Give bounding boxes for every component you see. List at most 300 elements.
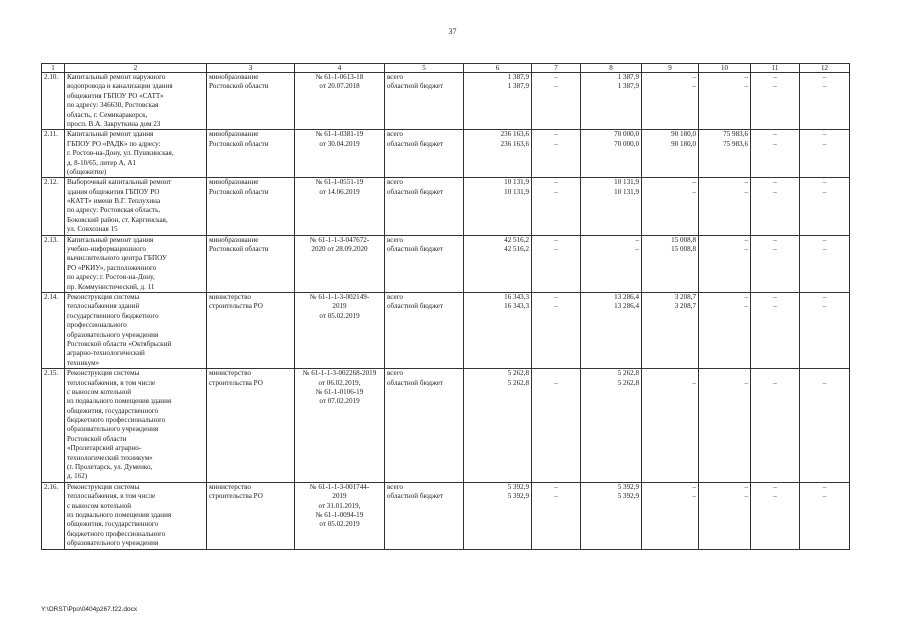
expertise-doc (295, 235, 385, 292)
amount-col12 (800, 292, 850, 368)
amount-col7 (532, 482, 581, 549)
expertise-doc (295, 292, 385, 368)
amount-col11-line: – (773, 130, 777, 139)
amount-total-line: 236 163,6 (500, 130, 529, 139)
amount-col10-line: – (744, 73, 748, 81)
expertise-doc-line: № 61-1-0551-19 (315, 178, 364, 187)
funding-source-line: всего (387, 482, 403, 491)
row-number: 2.10. (42, 73, 65, 130)
responsible-org (207, 130, 295, 178)
amount-col11 (751, 73, 800, 130)
amount-total-line: 1 387,9 (507, 82, 529, 91)
amount-col12 (800, 178, 850, 235)
object-name-line: теплоснабжения зданий (67, 302, 140, 311)
amount-col8-line: 5 262,8 (617, 378, 639, 387)
amount-col12-line: – (822, 245, 827, 254)
row-number: 2.15. (42, 369, 65, 483)
funding-source-line: всего (387, 130, 403, 139)
amount-col10-line: – (744, 292, 748, 301)
table-row (42, 130, 850, 178)
object-name-line: с выносом котельной (67, 501, 132, 510)
column-number-6: 6 (464, 64, 532, 73)
amount-total (464, 235, 532, 292)
amount-col9-line: 90 180,0 (671, 139, 696, 148)
amount-col10 (699, 73, 751, 130)
table-row (42, 292, 850, 368)
amount-col8-line: 5 392,9 (617, 492, 639, 501)
responsible-org-line: минобразование (209, 235, 259, 244)
object-name-line: пр. Коммунистический, д. 11 (67, 282, 155, 291)
amount-col10-line: – (744, 178, 748, 187)
expertise-doc-line: № 61-1-0613-18 (315, 73, 364, 81)
expertise-doc-line: от 05.02.2019 (319, 520, 360, 529)
column-number-7: 7 (532, 64, 581, 73)
object-name-line: (г. Пролетарск, ул. Думенко, (67, 463, 153, 472)
object-name-line: вычислительного центра ГБПОУ (67, 254, 167, 263)
object-name-line: «КАТТ» имени В.Г. Теплухина (67, 197, 161, 206)
amount-col12-line: – (822, 187, 827, 196)
amount-col9-line: – (692, 492, 696, 501)
object-name-line: образовательного учреждения (67, 330, 159, 339)
object-name-line: д. 162) (67, 472, 88, 481)
row-number: 2.14. (42, 292, 65, 368)
object-name-line: Реконструкция системы (67, 369, 140, 378)
object-name-line: с выносом котельной (67, 387, 132, 396)
funding-source-line: областной бюджет (387, 302, 444, 311)
amount-col11 (751, 482, 800, 549)
expertise-doc-line: 2019 (332, 492, 347, 501)
amount-col12-line: – (822, 139, 827, 148)
amount-col9-line: 15 008,8 (671, 245, 696, 254)
amount-col9-line: 3 208,7 (674, 302, 696, 311)
amount-col8-line: 70 000,0 (614, 130, 639, 139)
responsible-org (207, 369, 295, 483)
amount-col11 (751, 369, 800, 483)
amount-col12-line: – (822, 73, 827, 81)
object-name-line: образовательного учреждения (67, 539, 159, 548)
amount-col11-line: – (773, 73, 777, 81)
funding-source (385, 130, 464, 178)
responsible-org-line: министерство (209, 292, 251, 301)
object-name (65, 130, 207, 178)
amount-col12 (800, 73, 850, 130)
responsible-org-line: Ростовской области (209, 139, 269, 148)
amount-col11-line: – (773, 302, 777, 311)
column-number-5: 5 (385, 64, 464, 73)
amount-col10-line: – (744, 492, 748, 501)
expertise-doc-line: от 05.02.2019 (319, 311, 360, 320)
object-name (65, 482, 207, 549)
amount-col8-line: 1 387,9 (617, 82, 639, 91)
funding-source (385, 178, 464, 235)
amount-col8 (581, 235, 642, 292)
amount-col9 (642, 235, 699, 292)
expertise-doc-line: от 07.02.2019 (319, 397, 360, 406)
responsible-org-line: строительства РО (209, 492, 263, 501)
column-number-10: 10 (699, 64, 751, 73)
expertise-doc (295, 130, 385, 178)
amount-col12-line: – (822, 302, 827, 311)
responsible-org-line: минобразование (209, 130, 259, 139)
amount-col11 (751, 130, 800, 178)
amount-col12-line: – (822, 235, 827, 244)
amount-col10-line: – (744, 482, 748, 491)
amount-col12-line: – (822, 482, 827, 491)
amount-col9 (642, 292, 699, 368)
responsible-org-line: Ростовской области (209, 187, 269, 196)
amount-col10-line: – (744, 187, 748, 196)
amount-total (464, 482, 532, 549)
object-name-line: Капитальный ремонт наружного (67, 73, 166, 81)
expertise-doc (295, 482, 385, 549)
funding-source (385, 292, 464, 368)
responsible-org (207, 178, 295, 235)
amount-col7-line: – (554, 302, 558, 311)
amount-col11-line: – (773, 82, 777, 91)
amount-col11-line: – (773, 178, 777, 187)
amount-col8 (581, 73, 642, 130)
amount-col12-line: – (822, 492, 827, 501)
amount-col8-line: 5 262,8 (617, 369, 639, 378)
amount-col10-line: 75 983,6 (723, 139, 748, 148)
program-table (41, 63, 850, 550)
amount-col11-line (753, 369, 797, 378)
amount-col10 (699, 482, 751, 549)
expertise-doc-line: № 61-1-1-3-002268-2019 (302, 369, 377, 378)
table-row (42, 178, 850, 235)
object-name-line: аграрно-технологический (67, 349, 145, 358)
amount-col9-line: – (692, 178, 696, 187)
funding-source (385, 235, 464, 292)
amount-col8-line: 1 387,9 (617, 73, 639, 81)
object-name-line: теплоснабжения, в том числе (67, 492, 156, 501)
amount-col7-line (534, 369, 578, 378)
amount-col7-line: – (554, 178, 558, 187)
expertise-doc-line: от 14.06.2019 (319, 187, 360, 196)
row-number: 2.16. (42, 482, 65, 549)
funding-source-line: всего (387, 178, 403, 187)
amount-col7-line: – (554, 482, 558, 491)
amount-col8-line: – (635, 235, 639, 244)
amount-col8-line: 5 392,9 (617, 482, 639, 491)
table-row (42, 369, 850, 483)
amount-col12-line: – (822, 292, 827, 301)
amount-col7-line: – (554, 73, 558, 81)
amount-col7 (532, 369, 581, 483)
amount-total (464, 73, 532, 130)
expertise-doc (295, 73, 385, 130)
object-name-line: общежития ГБПОУ РО «САТТ» (67, 91, 164, 100)
amount-total-line: 10 131,9 (504, 187, 529, 196)
amount-col8-line: 70 000,0 (614, 139, 639, 148)
object-name (65, 235, 207, 292)
amount-col11-line: – (773, 492, 777, 501)
amount-col8-line: 10 131,9 (614, 178, 639, 187)
responsible-org (207, 292, 295, 368)
amount-col10 (699, 178, 751, 235)
amount-col12-line: – (822, 82, 827, 91)
amount-total (464, 178, 532, 235)
object-name-line: учебно-информационного (67, 245, 146, 254)
object-name-line: область, г. Семикаракорск, (67, 110, 148, 119)
object-name-line: общежития, государственного (67, 406, 159, 415)
amount-col9 (642, 482, 699, 549)
amount-col7 (532, 130, 581, 178)
responsible-org-line: строительства РО (209, 378, 263, 387)
table-row (42, 235, 850, 292)
amount-col7-line: – (554, 187, 558, 196)
object-name-line: по адресу: г. Ростов-на-Дону, (67, 273, 155, 282)
funding-source-line: областной бюджет (387, 187, 444, 196)
amount-total-line: 236 163,6 (500, 139, 529, 148)
amount-col7-line: – (554, 292, 558, 301)
responsible-org-line: министерство (209, 369, 251, 378)
column-number-11: 11 (751, 64, 800, 73)
object-name (65, 73, 207, 130)
object-name (65, 178, 207, 235)
object-name-line: Ростовской области «Октябрьский (67, 339, 172, 348)
expertise-doc-line: от 06.02.2019, (318, 378, 361, 387)
amount-col9-line: 3 208,7 (674, 292, 696, 301)
expertise-doc (295, 178, 385, 235)
table-row (42, 73, 850, 130)
amount-col8-line: 13 286,4 (614, 302, 639, 311)
object-name-line: ГБПОУ РО «РАДК» по адресу: (67, 139, 161, 148)
amount-col10 (699, 235, 751, 292)
expertise-doc-line: № 61-1-1-3-002149- (309, 292, 370, 301)
responsible-org (207, 73, 295, 130)
column-number-8: 8 (581, 64, 642, 73)
amount-total-line: 16 343,3 (504, 302, 529, 311)
amount-col9-line: – (692, 482, 696, 491)
amount-col8-line: 13 286,4 (614, 292, 639, 301)
amount-col9 (642, 73, 699, 130)
amount-col11-line: – (773, 235, 777, 244)
expertise-doc-line: № 61-1-0381-19 (315, 130, 364, 139)
amount-col12 (800, 482, 850, 549)
expertise-doc-line: № 61-1-0106-19 (315, 387, 364, 396)
amount-total-line: 1 387,9 (507, 73, 529, 81)
amount-col7-line: – (554, 139, 558, 148)
amount-col7-line: – (554, 82, 558, 91)
amount-col8 (581, 178, 642, 235)
amount-col12-line: – (822, 378, 827, 387)
amount-col9 (642, 178, 699, 235)
amount-col12-line: – (822, 130, 827, 139)
object-name-line: Капитальный ремонт здания (67, 130, 154, 139)
amount-col7 (532, 178, 581, 235)
amount-col11-line: – (773, 482, 777, 491)
amount-col8 (581, 369, 642, 483)
amount-col9-line: 15 008,8 (671, 235, 696, 244)
object-name-line: из подвального помещения здания (67, 397, 172, 406)
object-name-line: (общежитие) (67, 167, 107, 176)
expertise-doc-line: 2019 (332, 302, 347, 311)
column-number-row (42, 64, 850, 73)
responsible-org-line: министерство (209, 482, 251, 491)
amount-col7-line: – (554, 235, 558, 244)
amount-col12-line (802, 369, 847, 378)
expertise-doc-line: № 61-1-1-3-001744- (309, 482, 370, 491)
amount-col11-line: – (773, 139, 777, 148)
object-name-line: г. Ростов-на-Дону, ул. Пушкинская, (67, 149, 174, 158)
object-name-line: Реконструкция системы (67, 292, 140, 301)
expertise-doc-line: 2020 от 28.09.2020 (311, 245, 368, 254)
object-name-line: «Пролетарский аграрно- (67, 444, 142, 453)
responsible-org-line: строительства РО (209, 302, 263, 311)
amount-col9-line: 90 180,0 (671, 130, 696, 139)
funding-source-line: областной бюджет (387, 245, 444, 254)
funding-source (385, 73, 464, 130)
object-name-line: техникум» (67, 358, 100, 367)
funding-source-line: областной бюджет (387, 492, 444, 501)
amount-col9-line (644, 369, 696, 378)
expertise-doc-line: от 30.04.2019 (319, 139, 360, 148)
amount-col7-line: – (554, 130, 558, 139)
object-name-line: образовательного учреждения (67, 425, 159, 434)
amount-col8 (581, 292, 642, 368)
amount-col10-line (701, 369, 748, 378)
object-name-line: профессионального (67, 321, 127, 330)
amount-col9-line: – (692, 73, 696, 81)
file-path-footer: Y:\ORST\Ppo\0404p267.f22.docx (41, 606, 138, 613)
amount-col10-line: – (744, 245, 748, 254)
amount-col9-line: – (692, 378, 696, 387)
object-name (65, 292, 207, 368)
amount-col7-line: – (554, 492, 558, 501)
funding-source (385, 482, 464, 549)
object-name-line: технологический техникум» (67, 453, 153, 462)
funding-source-line: областной бюджет (387, 139, 444, 148)
responsible-org (207, 482, 295, 549)
object-name-line: общежития, государственного (67, 520, 159, 529)
responsible-org (207, 235, 295, 292)
amount-total-line: 5 262,8 (507, 369, 529, 378)
expertise-doc-line: от 31.01.2019, (318, 501, 361, 510)
expertise-doc-line: от 20.07.2018 (319, 82, 360, 91)
funding-source-line: всего (387, 235, 403, 244)
amount-col11 (751, 178, 800, 235)
object-name-line: по адресу: Ростовская область, (67, 206, 161, 215)
amount-col10-line: – (744, 302, 748, 311)
amount-col7 (532, 292, 581, 368)
column-number-12: 12 (800, 64, 850, 73)
amount-col7 (532, 73, 581, 130)
amount-col10-line: – (744, 82, 748, 91)
amount-total (464, 130, 532, 178)
amount-col8 (581, 482, 642, 549)
page-number: 37 (448, 27, 457, 36)
expertise-doc (295, 369, 385, 483)
amount-col11 (751, 292, 800, 368)
responsible-org-line: минобразование (209, 178, 259, 187)
funding-source (385, 369, 464, 483)
amount-total (464, 292, 532, 368)
funding-source-line: всего (387, 292, 403, 301)
row-number: 2.12. (42, 178, 65, 235)
column-number-3: 3 (207, 64, 295, 73)
amount-col7 (532, 235, 581, 292)
amount-total-line: 42 516,2 (504, 245, 529, 254)
amount-col11 (751, 235, 800, 292)
amount-total-line: 5 392,9 (507, 492, 529, 501)
amount-col12 (800, 130, 850, 178)
object-name-line: Боковский район, ст. Каргинская, (67, 215, 168, 224)
object-name-line: бюджетного профессионального (67, 416, 166, 425)
amount-col10-line: – (744, 378, 748, 387)
amount-col9 (642, 130, 699, 178)
object-name (65, 369, 207, 483)
amount-col8-line: – (635, 245, 639, 254)
amount-col9-line: – (692, 82, 696, 91)
object-name-line: бюджетного профессионального (67, 529, 166, 538)
funding-source-line: областной бюджет (387, 82, 444, 91)
object-name-line: Реконструкция системы (67, 482, 140, 491)
amount-total-line: 5 262,8 (507, 378, 529, 387)
object-name-line: водопровода и канализации здания (67, 82, 173, 91)
object-name-line: государственного бюджетного (67, 311, 159, 320)
amount-col12-line: – (822, 178, 827, 187)
funding-source-line: всего (387, 369, 403, 378)
amount-col10 (699, 130, 751, 178)
amount-total-line: 5 392,9 (507, 482, 529, 491)
amount-total-line: 16 343,3 (504, 292, 529, 301)
object-name-line: Выборочный капитальный ремонт (67, 178, 172, 187)
expertise-doc-line: № 61-1-1-3-047672- (309, 235, 370, 244)
amount-col9 (642, 369, 699, 483)
responsible-org-line: Ростовской области (209, 245, 269, 254)
amount-col10 (699, 292, 751, 368)
responsible-org-line: Ростовской области (209, 82, 269, 91)
responsible-org-line: минобразование (209, 73, 259, 81)
amount-total (464, 369, 532, 483)
column-number-1: 1 (42, 64, 65, 73)
amount-col12 (800, 369, 850, 483)
row-number: 2.11. (42, 130, 65, 178)
amount-col8 (581, 130, 642, 178)
amount-col7-line: – (554, 245, 558, 254)
amount-total-line: 42 516,2 (504, 235, 529, 244)
object-name-line: ул. Совхозная 15 (67, 225, 118, 234)
table-row (42, 482, 850, 549)
row-number: 2.13. (42, 235, 65, 292)
amount-col11-line: – (773, 292, 777, 301)
object-name-line: здания общежития ГБПОУ РО (67, 187, 160, 196)
amount-col10-line: – (744, 235, 748, 244)
table-body (42, 64, 850, 550)
object-name-line: д. 8-10/65, литер А, А1 (67, 158, 137, 167)
object-name-line: Капитальный ремонт здания (67, 235, 154, 244)
object-name-line: РО «РКИУ», расположенного (67, 263, 157, 272)
amount-col7-line: – (554, 378, 558, 387)
object-name-line: из подвального помещения здания (67, 510, 172, 519)
amount-col11-line: – (773, 245, 777, 254)
funding-source-line: всего (387, 73, 403, 81)
object-name-line: Ростовской области (67, 434, 127, 443)
amount-col9-line: – (692, 187, 696, 196)
amount-col8-line: 10 131,9 (614, 187, 639, 196)
amount-col10-line: 75 983,6 (723, 130, 748, 139)
amount-col11-line: – (773, 378, 777, 387)
column-number-9: 9 (642, 64, 699, 73)
column-number-4: 4 (295, 64, 385, 73)
amount-total-line: 10 131,9 (504, 178, 529, 187)
amount-col12 (800, 235, 850, 292)
column-number-2: 2 (65, 64, 207, 73)
amount-col11-line: – (773, 187, 777, 196)
amount-col10 (699, 369, 751, 483)
funding-source-line: областной бюджет (387, 378, 444, 387)
